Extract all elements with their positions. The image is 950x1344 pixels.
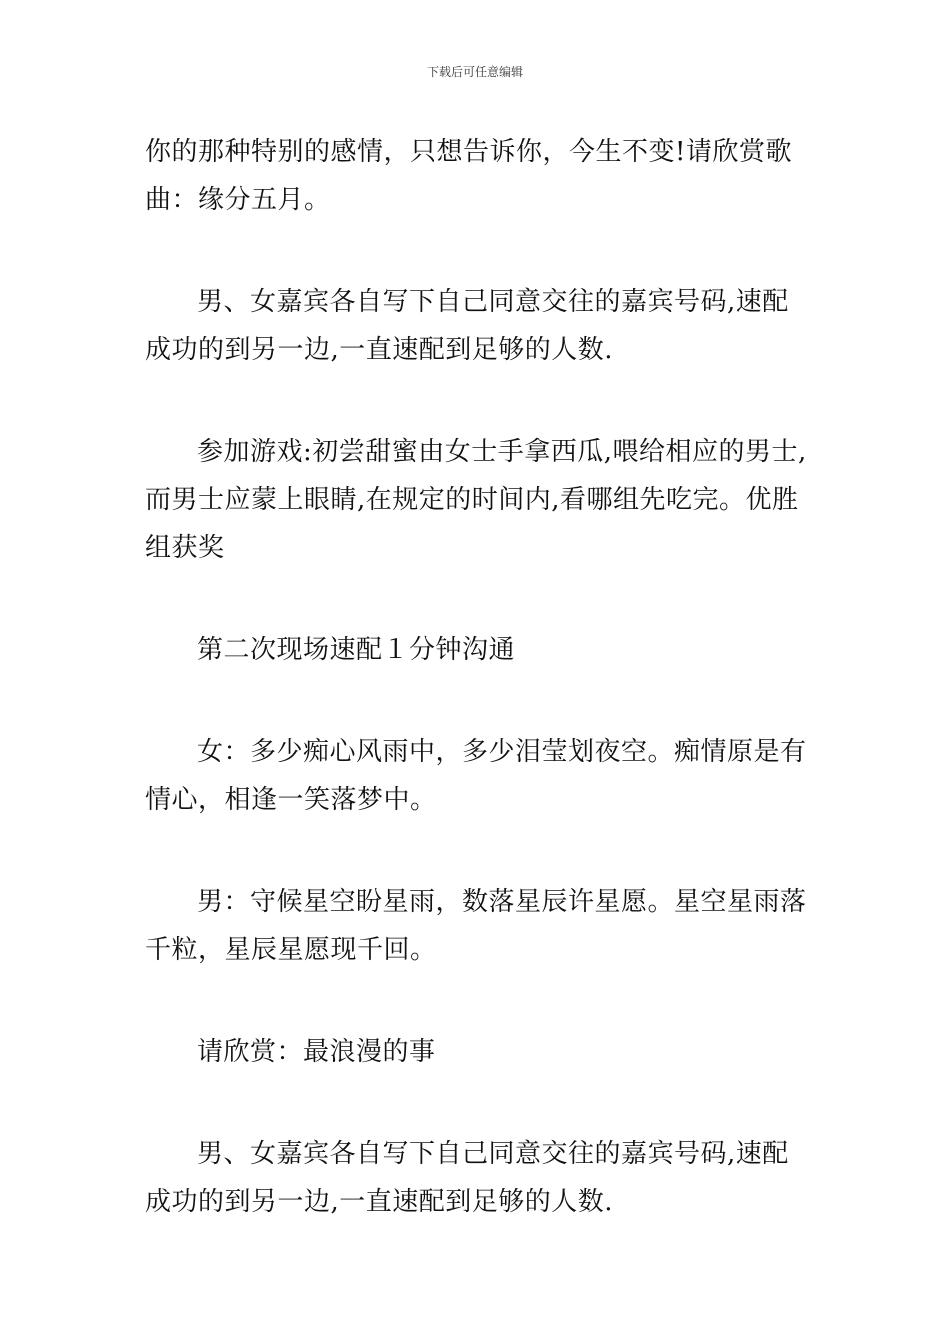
paragraph-gap bbox=[145, 974, 810, 1028]
paragraph-3: 参加游戏:初尝甜蜜由女士手拿西瓜,喂给相应的男士,而男士应蒙上眼睛,在规定的时间内,看哪组先吃完。优胜组获奖 bbox=[145, 437, 807, 563]
paragraph-4: 第二次现场速配１分钟沟通 bbox=[197, 635, 516, 665]
paragraph-gap bbox=[145, 572, 810, 626]
paragraph-2: 男、女嘉宾各自写下自己同意交往的嘉宾号码,速配成功的到另一边,一直速配到足够的人数. bbox=[145, 287, 789, 365]
paragraph-gap bbox=[145, 224, 810, 278]
document-body bbox=[145, 128, 810, 1226]
paragraph-gap bbox=[145, 374, 810, 428]
paragraph-8: 男、女嘉宾各自写下自己同意交往的嘉宾号码,速配成功的到另一边,一直速配到足够的人数. bbox=[145, 1139, 789, 1217]
paragraph-7: 请欣赏：最浪漫的事 bbox=[197, 1037, 436, 1067]
paragraph-5: 女：多少痴心风雨中，多少泪莹划夜空。痴情原是有情心，相逢一笑落梦中。 bbox=[145, 737, 807, 815]
paragraph-6: 男：守候星空盼星雨，数落星辰许星愿。星空星雨落千粒，星辰星愿现千回。 bbox=[145, 887, 807, 965]
paragraph-gap bbox=[145, 674, 810, 728]
paragraph-gap bbox=[145, 824, 810, 878]
page-header: 下载后可任意编辑 bbox=[426, 65, 523, 79]
paragraph-1: 你的那种特别的感情，只想告诉你，今生不变!请欣赏歌曲：缘分五月。 bbox=[145, 137, 792, 215]
paragraph-gap bbox=[145, 1076, 810, 1130]
